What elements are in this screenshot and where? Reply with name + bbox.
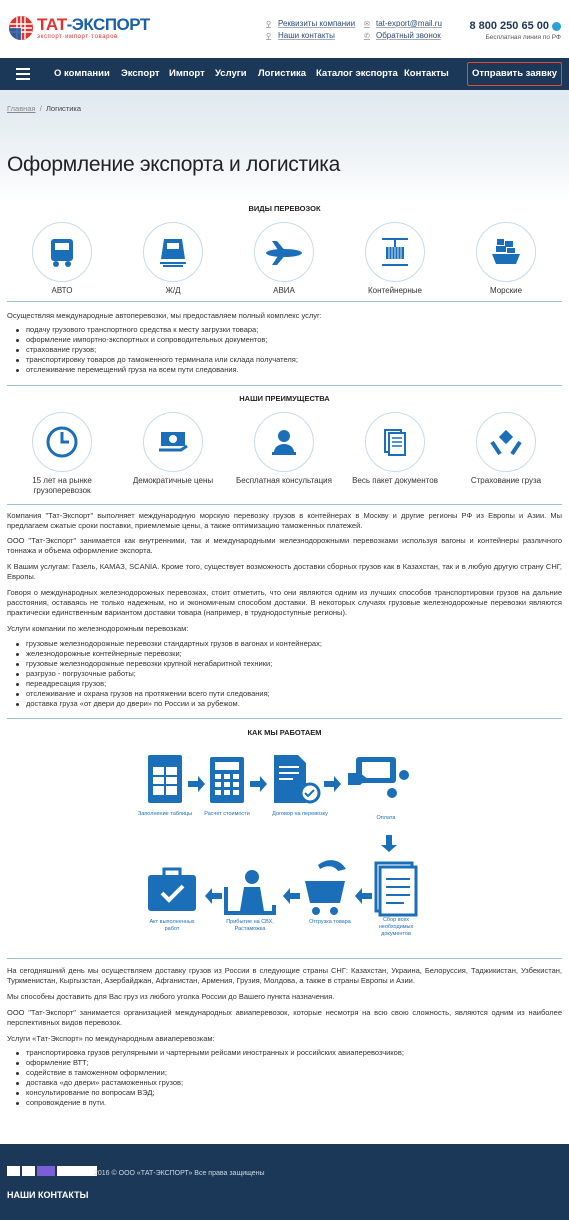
phone-number[interactable]: 8 800 250 65 00	[469, 20, 561, 32]
arrow-left-icon	[355, 888, 372, 904]
workflow-step-label: Заполнение таблицы	[137, 811, 193, 817]
divider	[7, 504, 562, 505]
workflow-step-label: Расчет стоимости	[204, 811, 250, 817]
analytics-badge[interactable]	[37, 1166, 55, 1176]
phone-caption: Бесплатная линия по РФ	[485, 34, 561, 41]
breadcrumb-current: Логистика	[45, 104, 81, 113]
stats-counter-badge[interactable]	[57, 1166, 97, 1176]
advantage-item	[345, 412, 445, 486]
container-crane-icon	[376, 233, 414, 271]
globe-icon	[7, 14, 35, 42]
nav-item-logistics[interactable]: Логистика	[258, 68, 307, 79]
workflow-step-label: Договор на перевозку	[272, 811, 328, 817]
page-title: Оформление экспорта и логистика	[7, 153, 340, 176]
list-item: железнодорожные контейнерные перевозки;	[7, 649, 562, 659]
footer-contacts-title: НАШИ КОНТАКТЫ	[7, 1190, 89, 1200]
delivery-paragraph: Мы способны доставить для Вас груз из любого уголка России до Вашего пункта назначения.	[7, 992, 335, 1001]
list-item: переадресация грузов;	[7, 679, 562, 689]
advantage-label: Демократичные цены	[132, 476, 214, 485]
advantage-item	[456, 412, 556, 486]
clock-icon	[42, 422, 82, 462]
menu-icon[interactable]	[16, 68, 30, 80]
telegram-icon[interactable]	[552, 22, 561, 31]
list-item: оформление импортно-экспортных и сопроводительных документов;	[7, 335, 562, 345]
transport-item-sea[interactable]	[456, 222, 556, 296]
breadcrumb-separator: /	[39, 104, 42, 113]
arrow-left-icon	[283, 888, 300, 904]
rail-services-list	[7, 639, 562, 709]
intro-list	[7, 325, 562, 375]
phone-icon: ✆	[364, 32, 370, 40]
transport-label: Морские	[489, 286, 523, 295]
divider	[7, 301, 562, 302]
customs-officer-icon	[226, 870, 274, 913]
list-item: сопровождение в пути.	[7, 1098, 562, 1108]
nav-item-export[interactable]: Экспорт	[121, 68, 160, 79]
list-item: разгрузо - погрузочные работы;	[7, 669, 562, 679]
body-paragraph-5: Услуги компании по железнодорожным перевозкам:	[7, 624, 189, 633]
nav-item-catalog[interactable]: Каталог экспорта	[316, 68, 398, 79]
copyright-text: 2016 © ООО «ТАТ-ЭКСПОРТ» Все права защищены	[94, 1170, 265, 1177]
header-links-right	[364, 18, 442, 42]
arrow-left-icon	[205, 888, 222, 904]
list-item: грузовые железнодорожные перевозки крупной негабаритной техники;	[7, 659, 562, 669]
location-pin-icon: ⚲	[266, 32, 272, 40]
advantage-label: 15 лет на рынке грузоперевозок	[32, 476, 92, 495]
transport-label: АВТО	[51, 286, 73, 295]
consultant-icon	[264, 422, 304, 462]
air-services-list	[7, 1048, 562, 1108]
body-paragraph-4: Говоря о международных железнодорожных перевозках, стоит отметить, что они являются одним из лучших способов транспортировки грузов на дальние расстояния, оставаясь не только надежным, но и экономичным способом доставки. В некоторых случаях грузовые железнодорожные перевозки являются практически единственным вариантом доставки товара (например, в труднодоступные регионы).	[7, 588, 562, 617]
divider	[7, 385, 562, 386]
advantage-item	[123, 412, 223, 486]
arrow-down-icon	[381, 835, 397, 852]
send-request-button[interactable]: Отправить заявку	[467, 62, 562, 86]
list-item: транспортировка грузов регулярными и чартерными рейсами иностранных и российских авиаперевозчиков;	[7, 1048, 562, 1058]
intro-text: Осуществляя международные автоперевозки, мы предоставляем полный комплекс услуг:	[7, 311, 322, 320]
train-icon	[154, 233, 192, 271]
requisites-link[interactable]: ⚲ Реквизиты компании	[266, 19, 356, 28]
advantages-section-title: НАШИ ПРЕИМУЩЕСТВА	[239, 394, 330, 403]
list-item: отслеживание перемещений груза на всем пути следования.	[7, 365, 562, 375]
workflow-step-label: Акт выполненных работ	[149, 919, 195, 932]
transport-item-container[interactable]	[345, 222, 445, 296]
nav-item-about[interactable]: О компании	[54, 68, 110, 79]
nav-item-contacts[interactable]: Контакты	[404, 68, 449, 79]
divider	[7, 958, 562, 959]
arrow-right-icon	[324, 776, 341, 792]
workflow-step-label: Отгрузка товара	[309, 919, 351, 925]
air-services-intro: Услуги «Тат-Экспорт» по международным авиаперевозкам:	[7, 1034, 215, 1043]
list-item: доставка груза «от двери до двери» по России и за рубежом.	[7, 699, 562, 709]
workflow-step-label: Оплата	[376, 815, 396, 821]
calculator-icon	[210, 757, 244, 803]
divider	[7, 718, 562, 719]
hero-background	[0, 90, 569, 200]
contacts-link[interactable]: ⚲ Наши контакты	[266, 31, 335, 40]
workflow-step-label: Сбор всех необходимых документов	[378, 917, 414, 937]
logo[interactable]	[7, 14, 150, 42]
transport-item-air[interactable]	[234, 222, 334, 296]
documents-icon	[375, 422, 415, 462]
list-item: страхование грузов;	[7, 345, 562, 355]
countries-paragraph: На сегодняшний день мы осуществляем доставку грузов из России в следующие страны СНГ: Казахстан, Украина, Белоруссия, Таджикистан, Узбекистан, Туркменистан, Кыргызстан, Азербайджан, Афганистан, Армения, Грузия, Молдова, а также в страны Европы и Азии.	[7, 966, 562, 985]
insurance-hands-icon	[486, 422, 526, 462]
logo-name: ТАТ-ЭКСПОРТ	[37, 15, 150, 34]
nav-item-import[interactable]: Импорт	[169, 68, 205, 79]
footer-badges	[7, 1166, 97, 1176]
fill-table-icon	[148, 755, 182, 803]
transport-item-auto[interactable]	[12, 222, 112, 296]
mail-icon: ✉	[364, 20, 370, 28]
transport-label: АВИА	[273, 286, 295, 295]
contract-icon	[274, 755, 319, 803]
callback-link[interactable]: ✆ Обратный звонок	[364, 31, 441, 40]
list-item: содействие в таможенном оформлении;	[7, 1068, 562, 1078]
breadcrumb	[7, 104, 81, 113]
shipment-cart-icon	[305, 860, 346, 915]
transport-label: Контейнерные	[368, 286, 422, 295]
arrow-badge-icon[interactable]	[22, 1166, 35, 1176]
advantage-item	[12, 412, 112, 496]
completed-act-icon	[148, 869, 196, 911]
list-item: транспортировку товаров до таможенного терминала или склада получателя;	[7, 355, 562, 365]
advantage-item	[234, 412, 334, 486]
truck-icon	[43, 233, 81, 271]
email-link[interactable]: ✉ tat-export@mail.ru	[364, 19, 442, 28]
site-header	[0, 0, 569, 58]
advantage-label: Бесплатная консультация	[236, 476, 332, 485]
advantage-label: Страхование груза	[470, 476, 542, 485]
transport-label: Ж/Д	[165, 286, 181, 295]
advantage-label: Весь пакет документов	[352, 476, 438, 485]
breadcrumb-home[interactable]: Главная	[7, 104, 36, 113]
site-footer	[0, 1144, 569, 1220]
document-collection-icon	[376, 863, 416, 915]
logo-tagline: экспорт·импорт·товаров	[37, 34, 118, 40]
phone-block	[469, 20, 561, 41]
ship-icon	[487, 233, 525, 271]
transport-section-title: ВИДЫ ПЕРЕВОЗОК	[248, 204, 321, 213]
list-item: грузовые железнодорожные перевозки стандартных грузов в вагонах и контейнерах;	[7, 639, 562, 649]
body-paragraph-2: ООО "Тат-Экспорт" занимается как внутренними, так и международными железнодорожными перевозками используя вагоны и контейнеры различного тоннажа и объема оформление экспорта.	[7, 536, 562, 555]
transport-item-rail[interactable]	[123, 222, 223, 296]
money-icon	[153, 422, 193, 462]
air-paragraph: ООО "Тат-Экспорт" занимается организацией международных авиаперевозок, которые несмотря на всю свою сложность, являются одним из наиболее перспективных видов перевозок.	[7, 1008, 562, 1027]
arrow-right-icon	[250, 776, 267, 792]
list-item: отслеживание и охрана грузов на протяжении всего пути следования;	[7, 689, 562, 699]
list-item: оформление ВТТ;	[7, 1058, 562, 1068]
workflow-step-label: Прибытие на СВХ, Растаможка	[226, 919, 274, 932]
airplane-icon	[262, 233, 306, 271]
counter-badge[interactable]	[7, 1166, 20, 1176]
list-item: подачу грузового транспортного средства к месту загрузки товара;	[7, 325, 562, 335]
payment-hand-icon	[348, 757, 409, 798]
list-item: консультирование по вопросам ВЭД;	[7, 1088, 562, 1098]
workflow-section-title: КАК МЫ РАБОТАЕМ	[247, 728, 322, 737]
main-nav	[0, 58, 569, 90]
link-icon: ⚲	[266, 20, 272, 28]
nav-item-services[interactable]: Услуги	[215, 68, 247, 79]
header-links-left	[266, 18, 355, 42]
body-paragraph-1: Компания "Тат-Экспорт" выполняет международную морскую перевозку грузов в контейнерах в Москву и другие регионы РФ из Европы и Азии. Мы предлагаем сжатые сроки поставки, приемлемые цены, а также оптимизацию таможенных платежей.	[7, 511, 562, 530]
list-item: доставка «до двери» растаможенных грузов;	[7, 1078, 562, 1088]
workflow-diagram	[0, 745, 569, 955]
body-paragraph-3: К Вашим услугам: Газель, КАМАЗ, SCANIA. Кроме того, существует возможность доставки сборных грузов как в Казахстан, так и в любую другую страну СНГ, Европы.	[7, 562, 562, 581]
arrow-right-icon	[188, 776, 205, 792]
